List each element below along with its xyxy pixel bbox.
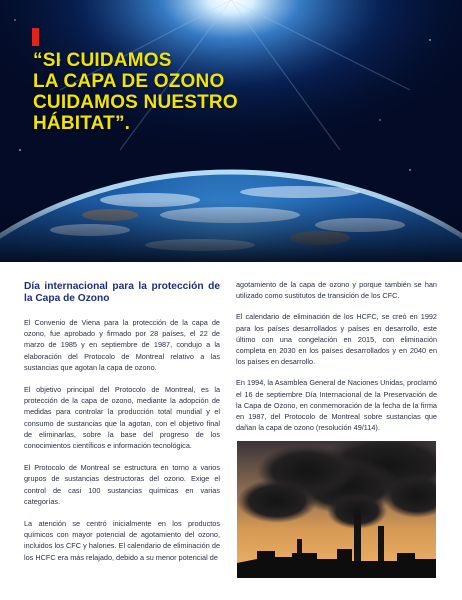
paragraph: El objetivo principal del Protocolo de Montreal, es la protección de la capa de ozono, mediante la adopción de medidas para controlar la producción total mundial y el consumo de sustancias que la agotan, con el objetivo final de eliminarlas, sobre la base del progreso de los conocimientos científicos e información tecnológica. bbox=[24, 385, 220, 451]
factory-smokestacks-image bbox=[237, 441, 436, 578]
headline-line: HÁBITAT”. bbox=[33, 113, 131, 134]
accent-bar bbox=[32, 28, 39, 46]
factory-smoke-photo bbox=[237, 441, 436, 578]
headline-line: “SI CUIDAMOS bbox=[33, 50, 172, 71]
headline bbox=[33, 50, 333, 134]
paragraph: La atención se centró inicialmente en los productos químicos con mayor potencial de agotamiento del ozono, incluidos los CFC y halones. El calendario de eliminación de los HCFC era más relajado, debido a su menor potencial de bbox=[24, 519, 220, 562]
paragraph: El Protocolo de Montreal se estructura en torno a varios grupos de sustancias destructoras del ozono. Exige el control de casi 100 sustancias químicas en varias categorías. bbox=[24, 463, 220, 506]
headline-line: LA CAPA DE OZONO bbox=[33, 71, 225, 92]
paragraph: En 1994, la Asamblea General de Naciones Unidas, proclamó el 16 de septiembre Día Internacional de la Preservación de la Capa de Ozono, en conmemoración de la fecha de la firma en 1987, del Protocolo de Montreal sobre sustancias que dañan la capa de ozono (resolución 49/114). bbox=[236, 378, 437, 433]
article-title: Día internacional para la protección de la Capa de Ozono bbox=[24, 281, 220, 304]
hero-banner bbox=[0, 0, 462, 262]
paragraph: agotamiento de la capa de ozono y porque también se han utilizado como sustitutos de transición de los CFC. bbox=[236, 280, 437, 301]
headline-line: CUIDAMOS NUESTRO bbox=[33, 92, 238, 113]
paragraph: El calendario de eliminación de los HCFC, se creó en 1992 para los países desarrollados y países en desarrollo, este último con una congelación en 2015, con eliminación completa en 2030 en los países desarrollados y en 2040 en los países en desarrollo. bbox=[236, 312, 437, 367]
article-right-column bbox=[236, 279, 437, 443]
paragraph: El Convenio de Viena para la protección de la capa de ozono, fue aprobado y firmado por 28 países, el 22 de marzo de 1985 y en septiembre de 1987, condujo a la elaboración del Protocolo de Montreal relativo a las sustancias que agotan la capa de ozono. bbox=[24, 318, 220, 372]
article-left-column bbox=[24, 281, 220, 574]
